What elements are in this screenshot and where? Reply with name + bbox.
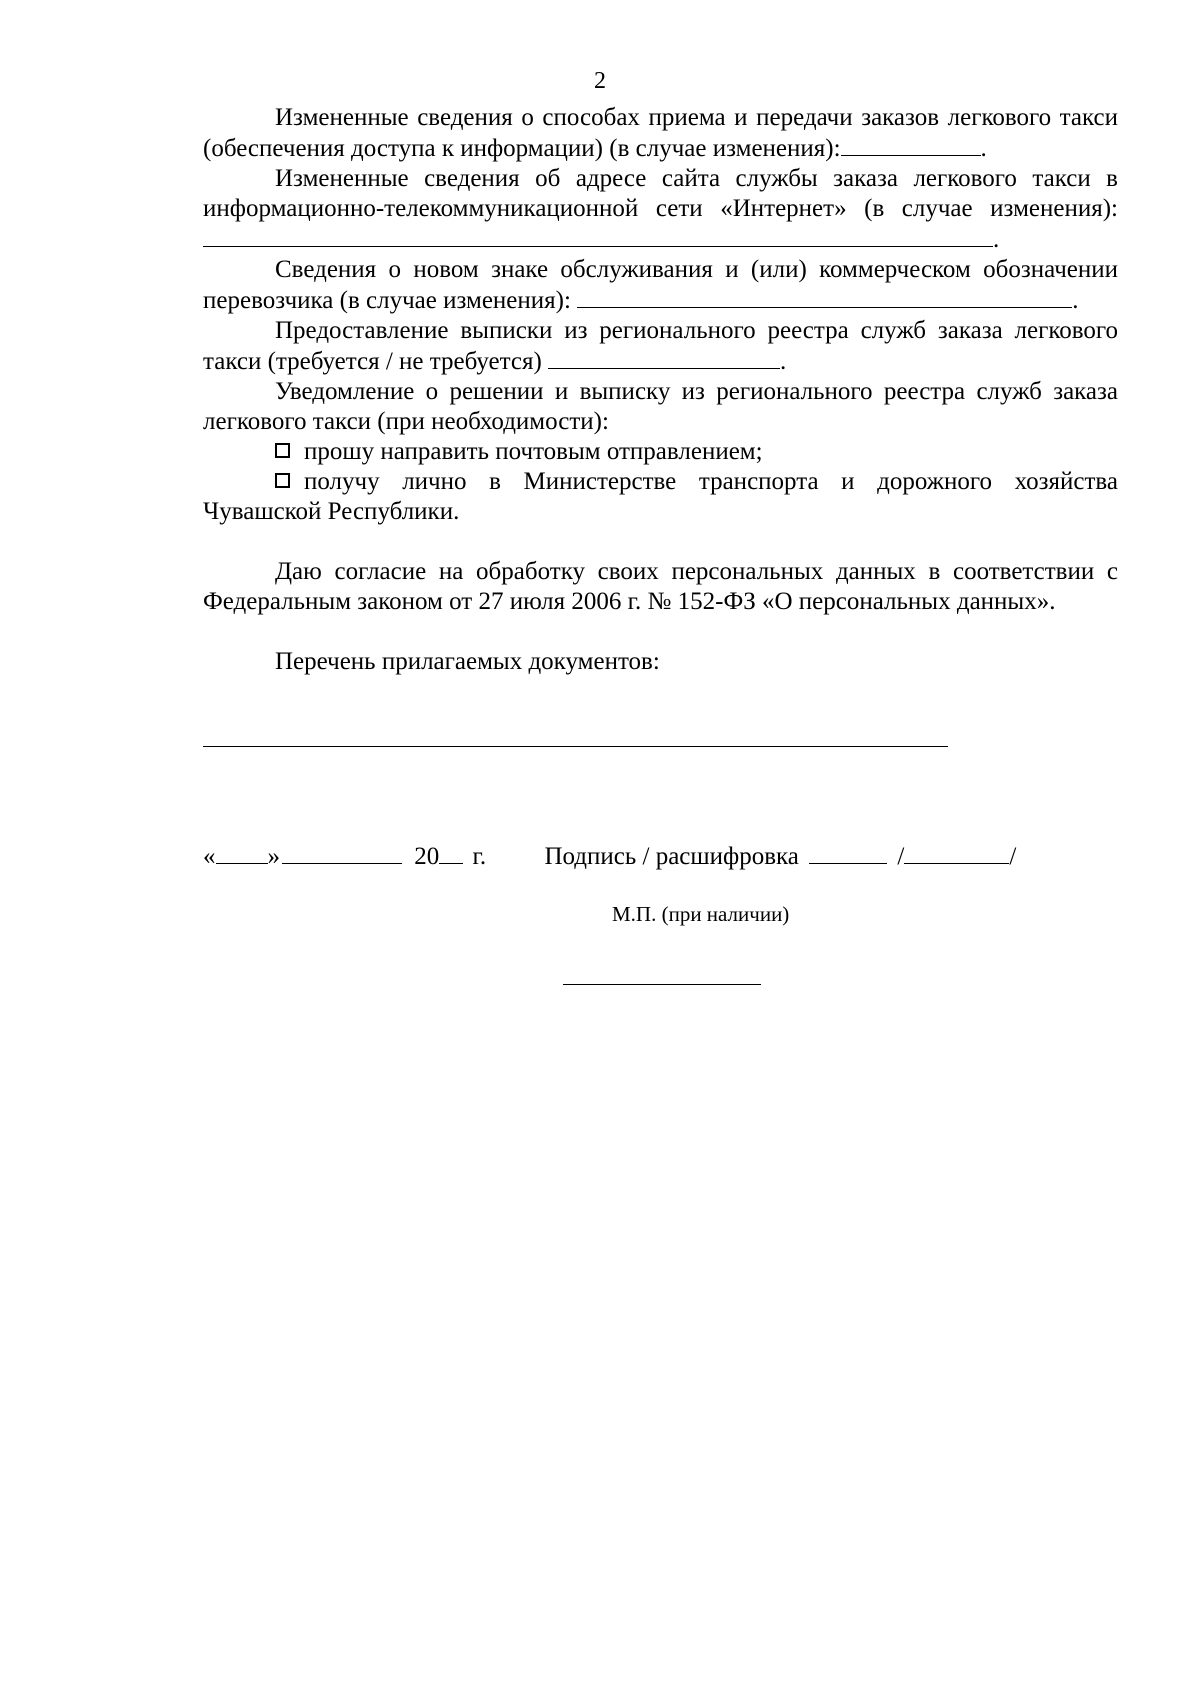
paragraph-notification: Уведомление о решении и выписку из регионального реестра служб заказа легкового такси (при необходимости): (203, 378, 1118, 435)
paragraph-text: Измененные сведения об адресе сайта службы заказа легкового такси в информационно-телекоммуникационной сети «Интернет» (в случае изменения): (203, 165, 1118, 222)
paragraph-booking-methods: Измененные сведения о способах приема и передачи заказов легкового такси (обеспечения доступа к информации) (в случае изменения): . (203, 104, 1118, 162)
bottom-line (563, 984, 761, 985)
mail-checkbox[interactable] (275, 443, 290, 458)
option-mail[interactable] (203, 437, 1118, 467)
spacer (203, 527, 1118, 557)
option-label: получу лично в Министерстве транспорта и дорожного хозяйства Чувашской Республики. (203, 468, 1118, 525)
stamp-label: М.П. (при наличии) (612, 902, 790, 926)
paragraph-text: Предоставление выписки из регионального реестра служб заказа легкового такси (требуется / не требуется) (203, 317, 1118, 375)
documents-list-label: Перечень прилагаемых документов: (275, 648, 660, 675)
extract-request-field[interactable] (548, 346, 780, 369)
signature-field[interactable] (809, 841, 887, 864)
paragraph-extract-request: Предоставление выписки из регионального реестра служб заказа легкового такси (требуется / не требуется) . (203, 317, 1118, 375)
spacer (203, 617, 1118, 647)
website-address-field[interactable] (203, 224, 993, 247)
paragraph-service-mark: Сведения о новом знаке обслуживания и (или) коммерческом обозначении перевозчика (в случае изменения): . (203, 256, 1118, 314)
paragraph-consent: Даю согласие на обработку своих персональных данных в соответствии с Федеральным законом от 27 июля 2006 г. № 152-ФЗ «О персональных данных». (203, 558, 1118, 615)
year-suffix: г. (472, 843, 487, 870)
option-label: прошу направить почтовым отправлением; (304, 438, 763, 465)
day-field[interactable] (216, 841, 268, 864)
signature-decryption-field[interactable] (904, 841, 1009, 864)
year-prefix: 20 (414, 843, 440, 870)
option-in-person[interactable] (203, 467, 1118, 527)
paragraph-website-address: Измененные сведения об адресе сайта службы заказа легкового такси в информационно-телекоммуникационной сети «Интернет» (в случае изменения): . (203, 165, 1118, 253)
service-mark-field[interactable] (577, 285, 1072, 308)
booking-methods-field[interactable] (841, 133, 981, 156)
page-number: 2 (594, 68, 606, 94)
signature-label: Подпись / расшифровка (544, 843, 799, 870)
signature-row: « » 20 г. Подпись / расшифровка / / (203, 843, 1017, 870)
in-person-checkbox[interactable] (275, 473, 290, 488)
paragraph-text: Измененные сведения о способах приема и передачи заказов легкового такси (обеспечения доступа к информации) (в случае изменения): (203, 104, 1118, 162)
documents-list-field[interactable] (203, 746, 948, 747)
month-field[interactable] (282, 841, 402, 864)
paragraph-text: Сведения о новом знаке обслуживания и (или) коммерческом обозначении перевозчика (в случае изменения): (203, 256, 1118, 314)
year-field[interactable] (439, 841, 463, 864)
form-body (203, 103, 1118, 677)
